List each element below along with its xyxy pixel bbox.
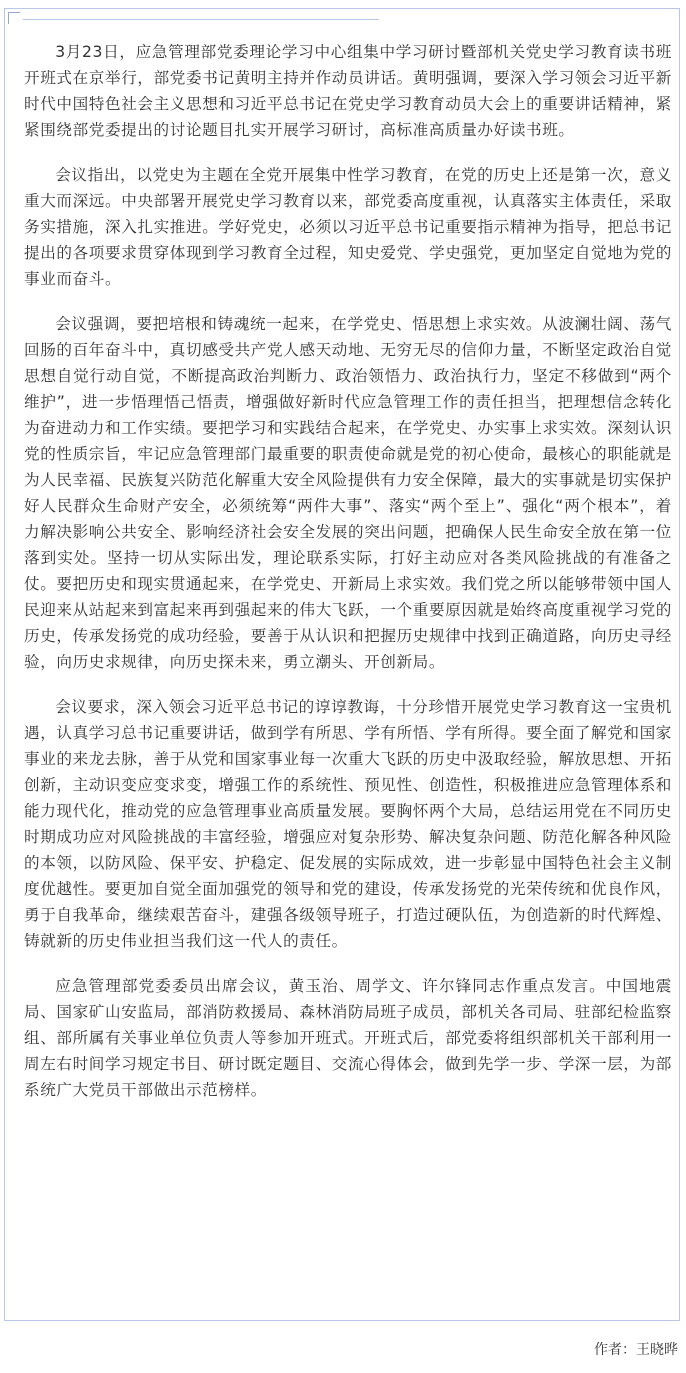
author-credit: 作者：王晓晔 bbox=[594, 1342, 678, 1358]
top-rule-divider bbox=[23, 19, 379, 20]
paragraph-4: 会议要求，深入领会习近平总书记的谆谆教诲，十分珍惜开展党史学习教育这一宝贵机遇，认真学习总书记重要讲话，做到学有所思、学有所悟、学有所得。要全面了解党和国家事业的来龙去脉，善于从党和国家事业每一次重大飞跃的历史中汲取经验，解放思想、开拓创新，主动识变应变求变，增强工作的系统性、预见性、创造性，积极推进应急管理体系和能力现代化，推动党的应急管理事业高质量发展。要胸怀两个大局，总结运用党在不同历史时期成功应对风险挑战的丰富经验，增强应对复杂形势、解决复杂问题、防范化解各种风险的本领，以防风险、保平安、护稳定、促发展的实际成效，进一步彰显中国特色社会主义制度优越性。要更加自觉全面加强党的领导和党的建设，传承发扬党的光荣传统和优良作风，勇于自我革命，继续艰苦奋斗，建强各级领导班子，打造过硬队伍，为创造新的时代辉煌、铸就新的历史伟业担当我们这一代人的责任。 bbox=[24, 698, 672, 950]
paragraph-1: 3月23日，应急管理部党委理论学习中心组集中学习研讨暨部机关党史学习教育读书班开班式在京举行，部党委书记黄明主持并作动员讲话。黄明强调，要深入学习领会习近平新时代中国特色社会主义思想和习近平总书记在党史学习教育动员大会上的重要讲话精神，紧紧围绕部党委提出的讨论题目扎实开展学习研讨，高标准高质量办好读书班。 bbox=[24, 43, 672, 139]
paragraph-2: 会议指出，以党史为主题在全党开展集中性学习教育，在党的历史上还是第一次，意义重大而深远。中央部署开展党史学习教育以来，部党委高度重视，认真落实主体责任，采取务实措施，深入扎实推进。学好党史，必须以习近平总书记重要指示精神为指导，把总书记提出的各项要求贯穿体现到学习教育全过程，知史爱党、学史强党，更加坚定自觉地为党的事业而奋斗。 bbox=[24, 166, 672, 288]
paragraph-3: 会议强调，要把培根和铸魂统一起来，在学党史、悟思想上求实效。从波澜壮阔、荡气回肠的百年奋斗中，真切感受共产党人感天动地、无穷无尽的信仰力量，不断坚定政治自觉思想自觉行动自觉，不断提高政治判断力、政治领悟力、政治执行力，坚定不移做到“两个维护”，进一步悟理悟己悟责，增强做好新时代应急管理工作的责任担当，把理想信念转化为奋进动力和工作实绩。要把学习和实践结合起来，在学党史、办实事上求实效。深刻认识党的性质宗旨，牢记应急管理部门最重要的职责使命就是党的初心使命，最核心的职能就是为人民幸福、民族复兴防范化解重大安全风险提供有力安全保障，最大的实事就是切实保护好人民群众生命财产安全，必须统筹“两件大事”、落实“两个至上”、强化“两个根本”，着力解决影响公共安全、影响经济社会安全发展的突出问题，把确保人民生命安全放在第一位落到实处。坚持一切从实际出发，理论联系实际，打好主动应对各类风险挑战的有准备之仗。要把历史和现实贯通起来，在学党史、开新局上求实效。我们党之所以能够带领中国人民迎来从站起来到富起来再到强起来的伟大飞跃，一个重要原因就是始终高度重视学习党的历史，传承发扬党的成功经验，要善于从认识和把握历史规律中找到正确道路，向历史寻经验，向历史求规律，向历史探未来，勇立潮头、开创新局。 bbox=[24, 315, 672, 671]
article-frame bbox=[4, 8, 680, 1321]
corner-mark bbox=[8, 12, 20, 24]
article-body bbox=[24, 39, 672, 1122]
paragraph-5: 应急管理部党委委员出席会议，黄玉治、周学文、许尔锋同志作重点发言。中国地震局、国家矿山安监局，部消防救援局、森林消防局班子成员，部机关各司局、驻部纪检监察组、部所属有关事业单位负责人等参加开班式。开班式后，部党委将组织部机关干部利用一周左右时间学习规定书目、研讨既定题目、交流心得体会，做到先学一步、学深一层，为部系统广大党员干部做出示范榜样。 bbox=[24, 977, 672, 1099]
